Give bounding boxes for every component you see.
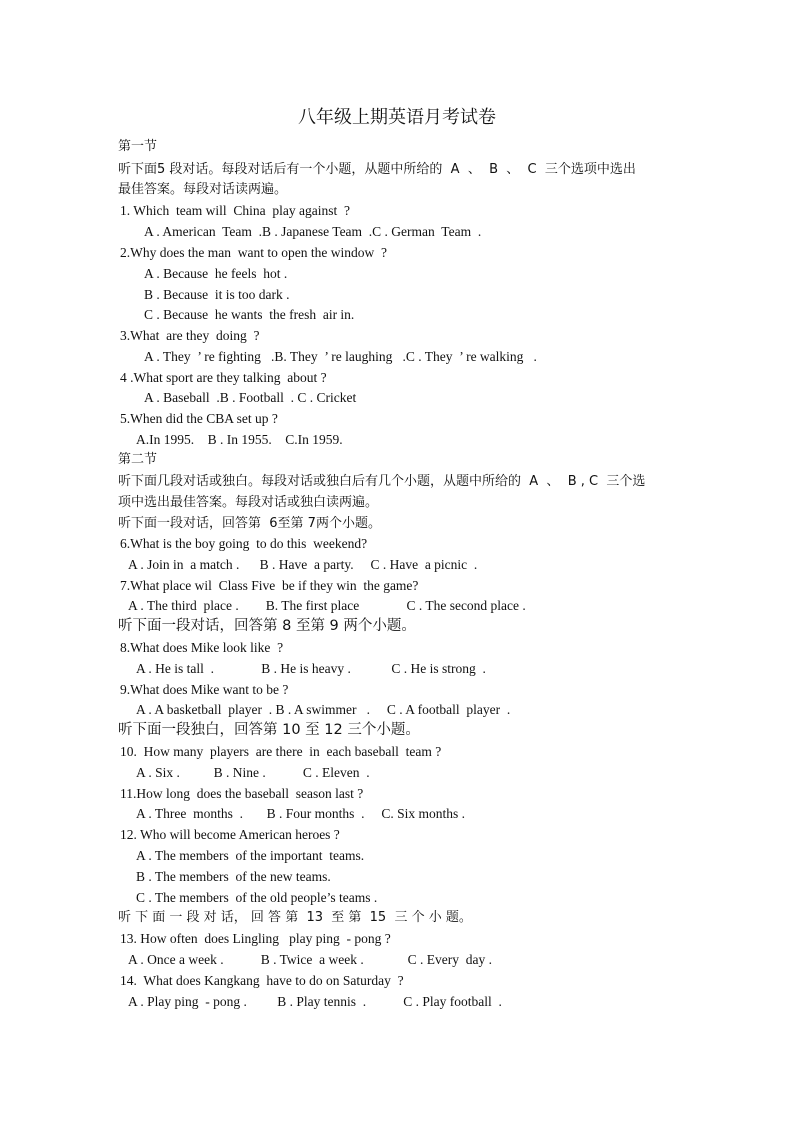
listening-prompt-6-7: 听下面一段对话，回答第 6至第 7两个小题。 xyxy=(118,516,381,531)
question-2: 2.Why does the man want to open the window ? xyxy=(120,245,387,260)
question-10: 10. How many players are there in each baseball team ? xyxy=(120,744,442,759)
listening-prompt-10-12: 听下面一段独白，回答第 10 至 12 三个小题。 xyxy=(118,722,420,738)
question-7-options: A . The third place . B. The first place C . The second place . xyxy=(128,598,526,613)
question-12: 12. Who will become American heroes ? xyxy=(120,827,340,842)
question-14-options: A . Play ping - pong . B . Play tennis . C . Play football . xyxy=(128,994,502,1009)
question-2-option-b: B . Because it is too dark . xyxy=(144,287,290,302)
question-12-option-b: B . The members of the new teams. xyxy=(136,869,331,884)
section-1-instructions-cont: 最佳答案。每段对话读两遍。 xyxy=(118,182,288,197)
question-13-options: A . Once a week . B . Twice a week . C . Every day . xyxy=(128,952,492,967)
question-8-options: A . He is tall . B . He is heavy . C . He is strong . xyxy=(136,661,486,676)
question-14: 14. What does Kangkang have to do on Saturday ? xyxy=(120,973,404,988)
question-4: 4 .What sport are they talking about ? xyxy=(120,370,327,385)
section-2-instructions-cont: 项中选出最佳答案。每段对话或独白读两遍。 xyxy=(118,495,379,510)
question-7: 7.What place wil Class Five be if they win the game? xyxy=(120,578,419,593)
question-9: 9.What does Mike want to be ? xyxy=(120,682,289,697)
question-12-option-a: A . The members of the important teams. xyxy=(136,848,365,863)
question-6-options: A . Join in a match . B . Have a party. C . Have a picnic . xyxy=(128,557,478,572)
listening-prompt-13-15: 听 下 面 一 段 对 话， 回 答 第 13 至 第 15 三 个 小 题。 xyxy=(118,910,472,925)
section-2-heading: 第二节 xyxy=(118,452,158,467)
section-2-instructions: 听下面几段对话或独白。每段对话或独白后有几个小题，从题中所给的 A 、 B , C 三个选 xyxy=(118,474,646,489)
question-12-option-c: C . The members of the old people’s teams . xyxy=(136,890,378,905)
question-10-options: A . Six . B . Nine . C . Eleven . xyxy=(136,765,370,780)
question-11: 11.How long does the baseball season last ? xyxy=(120,786,364,801)
listening-prompt-8-9: 听下面一段对话，回答第 8 至第 9 两个小题。 xyxy=(118,618,416,634)
question-4-options: A . Baseball .B . Football . C . Cricket xyxy=(144,390,357,405)
question-6: 6.What is the boy going to do this weekend? xyxy=(120,536,368,551)
section-1-heading: 第一节 xyxy=(118,139,158,154)
question-1-options: A . American Team .B . Japanese Team .C . German Team . xyxy=(144,224,482,239)
question-11-options: A . Three months . B . Four months . C. Six months . xyxy=(136,806,466,821)
exam-title: 八年级上期英语月考试卷 xyxy=(298,107,496,127)
question-3-options: A . They ’ re fighting .B. They ’ re laughing .C . They ’ re walking . xyxy=(144,349,537,364)
question-2-option-c: C . Because he wants the fresh air in. xyxy=(144,307,355,322)
question-8: 8.What does Mike look like ? xyxy=(120,640,284,655)
question-1: 1. Which team will China play against ? xyxy=(120,203,350,218)
question-3: 3.What are they doing ? xyxy=(120,328,260,343)
question-9-options: A . A basketball player . B . A swimmer . C . A football player . xyxy=(136,702,511,717)
section-1-instructions: 听下面5 段对话。每段对话后有一个小题，从题中所给的 A 、 B 、 C 三个选项中选出 xyxy=(118,162,636,177)
question-5: 5.When did the CBA set up ? xyxy=(120,411,278,426)
question-2-option-a: A . Because he feels hot . xyxy=(144,266,288,281)
question-5-options: A.In 1995. B . In 1955. C.In 1959. xyxy=(136,432,343,447)
question-13: 13. How often does Lingling play ping - pong ? xyxy=(120,931,391,946)
